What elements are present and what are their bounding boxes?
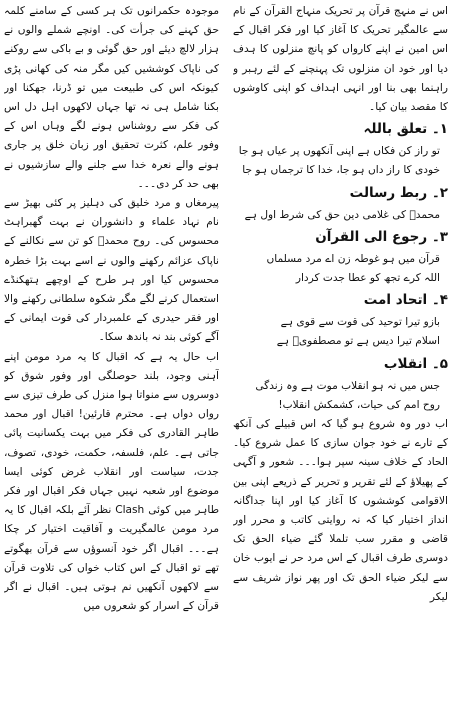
verse-line: خودی کا راز داں ہو جا، خدا کا ترجماں ہو جا: [242, 164, 440, 177]
section-heading: ۱۔ تعلق باللہ: [363, 121, 448, 138]
verse: [233, 313, 448, 351]
right-column: [233, 2, 448, 723]
left-column: [4, 2, 219, 723]
verse: [233, 142, 448, 180]
verse-line: جس میں نہ ہو انقلاب موت ہے وہ زندگی: [255, 379, 440, 392]
verse: [233, 206, 448, 225]
closing-paragraph: اب دور وہ شروع ہو گیا کہ اس قبیلے کی آنکھ کے تارے نے خود جوان سازی کا عمل شروع کیا۔ الحاد کے خلاف سینہ سپر ہوا۔۔۔ شعور و آگہی کے پھیلاؤ کے لئے تقریر و تحریر کے ذریعے اپنی بین الاقوامی کوششوں کا آغاز کیا اور اپنا جداگانہ انداز اختیار کیا کہ نہ روایتی کاتب و محرر اور قاضی و مقرر سب تلملا گئے ضیاء الحق تک دوسری طرف اقبال کے اس مرد حر نے ایوب خان سے لیکر ضیاء الحق تک اور پھر نواز شریف سے لیکر: [233, 418, 448, 603]
verse-line: تو راز کن فکاں ہے اپنی آنکھوں پر عیاں ہو جا: [238, 145, 440, 158]
section-inqilab: [233, 354, 448, 415]
verse-line: روح امم کی حیات، کشمکش انقلاب!: [278, 398, 440, 411]
verse: [233, 377, 448, 415]
verse-line: قرآن میں ہو غوطہ زن اے مرد مسلماں: [266, 252, 440, 265]
verse-line: محمدؐ کی غلامی دین حق کی شرط اول ہے: [244, 208, 440, 221]
body-paragraph: موجودہ حکمرانوں تک ہر کسی کے سامنے کلمہ حق کہنے کی جرأت کی۔ اونچے شملے والوں نے ہزار لالچ دیئے اور حق گوئی و بے باکی سے روکنے کی ناپاک کوششیں کیں مگر منہ کی کھانی پڑی کیونکہ اس کی طبیعت میں تو ڈرنا، جھکنا اور بکنا شامل ہی نہ تھا جہاں لاکھوں اہل دل اس کی فکر سے روشناس ہونے لگے وہاں اس کے وفور علم، کثرت تحقیق اور زبان خلق پر جاری ہونے والے نعرہ خدا سے جلنے والے سازشیوں نے بھی حد کر دی۔۔۔: [4, 5, 219, 190]
verse: [233, 250, 448, 288]
section-heading: ۴۔ اتحاد امت: [363, 292, 448, 309]
section-rabt-risalat: [233, 183, 448, 225]
body-paragraph: اب حال یہ ہے کہ اقبال کا یہ مرد مومن اپنے آہنی وجود، بلند حوصلگی اور وفور شوق کو دوسروں سے منواتا ہوا منزل کی طرف تیزی سے رواں دواں ہے۔ محترم قارئین! اقبال اور محمد طاہر القادری کی فکر میں بہت یکسانیت پائی جاتی ہے۔ علم، فلسفہ، حکمت، خودی، تصوف، جدت، سیاست اور انقلاب غرض کوئی ایسا موضوع اور شعبہ نہیں جہاں فکر اقبال اور فکر طاہر میں کوئی Clash نظر آئے بلکہ اقبال کا یہ مرد مومن عالمگیریت و آفاقیت اختیار کر چکا ہے۔۔۔ اقبال اگر خود آنسوؤں سے قرآن بھگوتے تھے تو اقبال کے اس کتاب خواں کی تلاوت قرآن سے لاکھوں آنکھیں نم ہوتی ہیں۔ اقبال نے اگر قرآن کے اسرار کو شعروں میں: [4, 350, 219, 613]
section-tauluq-billah: [233, 119, 448, 180]
section-heading: ۲۔ ربط رسالت: [349, 184, 448, 201]
verse-line: اسلام تیرا دیس ہے تو مصطفویؐ ہے: [276, 335, 440, 348]
section-rujoo-ilal-quran: [233, 227, 448, 288]
body-paragraph: پیرمغاں و مرد خلیق کی دہلیز پر کئی بھیڑ سے نام نہاد علماء و دانشوران نے بہت گھبراہٹ محسوس کی۔ روح محمدؐ کو تن سے نکالنے کے ناپاک عزائم رکھنے والوں نے اسے بہت بڑا خطرہ محسوس کیا اور ہر طرح کے اوچھے ہتھکنڈے استعمال کرنے لگے مگر شکوہ سلطانی رکھنے والا اور فقر حیدری کے علمبردار کی قوت ایمانی کے آگے کوئی بند نہ باندھ سکا۔: [4, 197, 219, 344]
section-ittehad-ummat: [233, 290, 448, 351]
intro-paragraph: اس نے منہج قرآن پر تحریک منہاج القرآن کے نام سے عالمگیر تحریک کا آغاز کیا اور فکر اقبال کے اس امین نے اپنے کارواں کو پانچ منزلوں کا ہدف دیا اور خود ان منزلوں تک پہنچنے کے لئے رہبر و راہنما بھی بنا اور انہی اہداف کو اپنی کاوشوں کا مقصد بیان کیا۔: [233, 5, 448, 114]
section-heading: ۵۔ انقلاب: [383, 355, 448, 372]
verse-line: اللہ کرے تجھ کو عطا جدت کردار: [295, 272, 440, 285]
verse-line: بازو تیرا توحید کی قوت سے قوی ہے: [280, 316, 440, 329]
section-heading: ۳۔ رجوع الی القرآن: [315, 228, 448, 245]
